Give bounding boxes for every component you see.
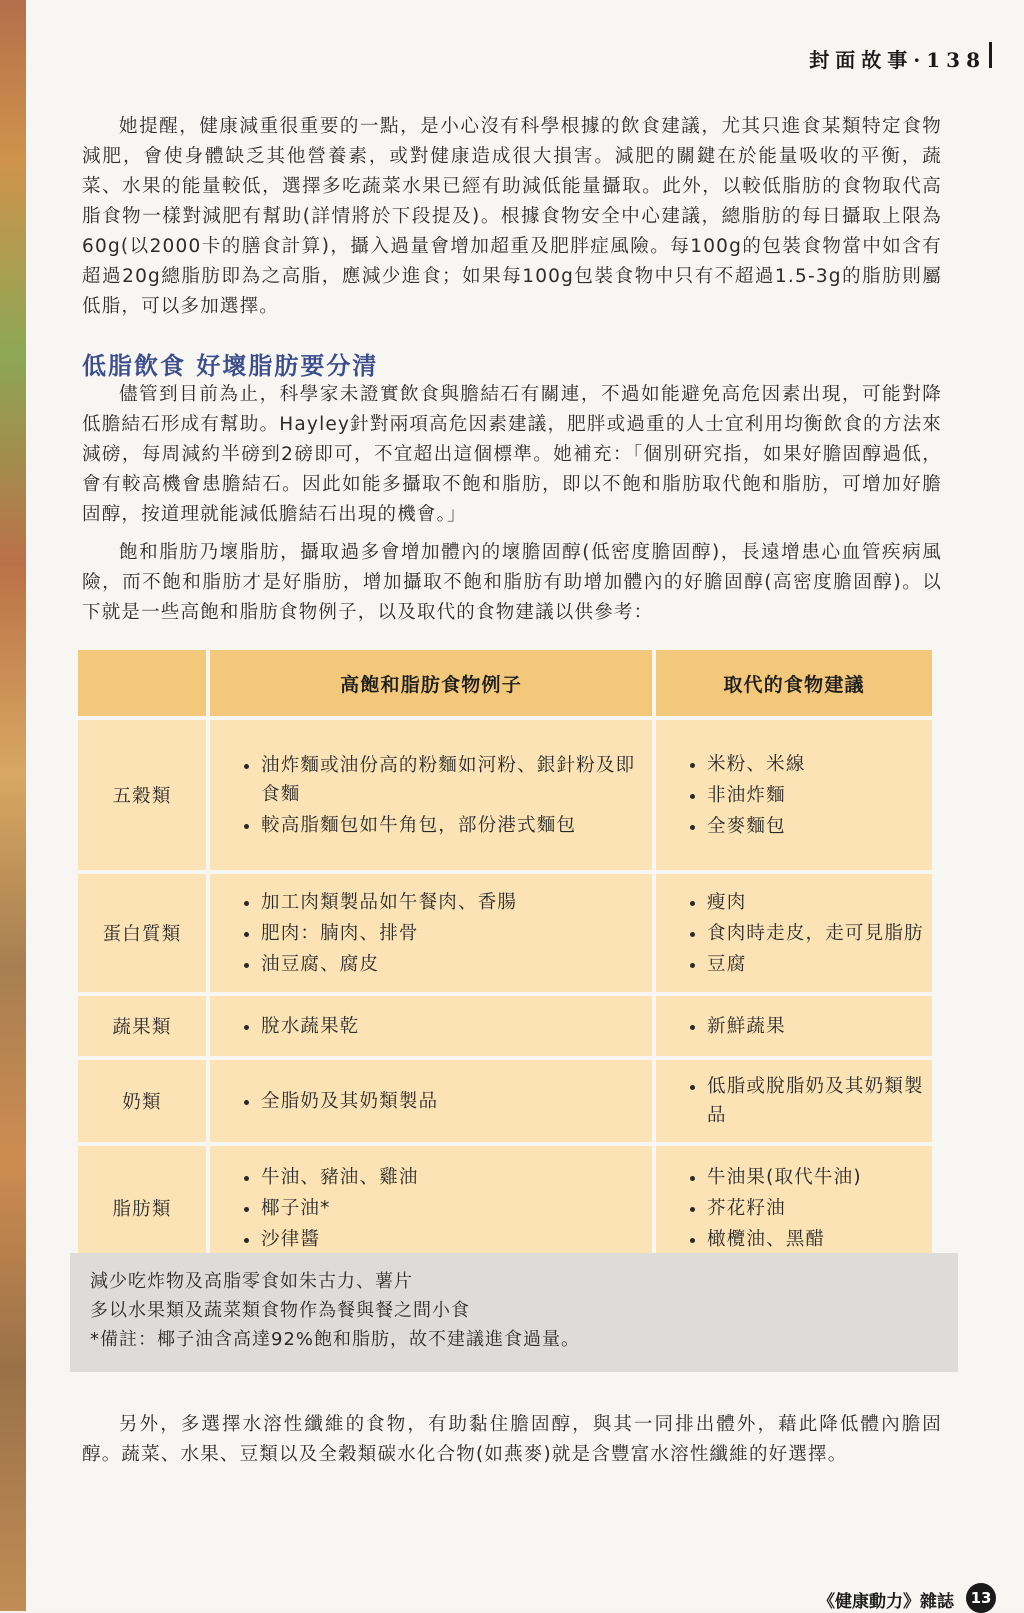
list-item: • 瘦肉 [707,887,931,918]
magazine-page [26,0,1024,1611]
alternative-cell [656,720,932,870]
list-item: • 豆腐 [707,949,931,980]
table-header-high: 高飽和脂肪食物例子 [210,650,652,716]
header-section: 封面故事 [809,48,914,72]
list-item: • 食肉時走皮，走可見脂肪 [707,918,931,949]
list-item: • 芥花籽油 [707,1193,931,1224]
section-title: 低脂飲食 好壞脂肪要分清 [82,352,379,380]
table-header-alt: 取代的食物建議 [656,650,932,716]
high-fat-cell [210,874,652,992]
table-row [78,996,932,1056]
running-header: 封面故事·138 [809,48,986,72]
alternative-cell [656,1146,932,1270]
paragraph-4: 另外，多選擇水溶性纖維的食物，有助黏住膽固醇，與其一同排出體外，藉此降低體內膽固醇。蔬菜、水果、豆類以及全穀類碳水化合物(如燕麥)就是含豐富水溶性纖維的好選擇。 [82,1414,942,1465]
row-category: 蔬果類 [78,996,206,1056]
table-header-row [78,650,932,716]
alternative-cell [656,1060,932,1142]
row-category: 五穀類 [78,720,206,870]
list-item: • 椰子油* [261,1193,651,1224]
list-item: • 全麥麵包 [707,811,931,842]
table-row [78,720,932,870]
list-item: • 脫水蔬果乾 [261,1011,651,1042]
high-fat-cell [210,1146,652,1270]
list-item: • 新鮮蔬果 [707,1011,931,1042]
table-row [78,1146,932,1270]
note-line: 減少吃炸物及高脂零食如朱古力、薯片 [90,1271,413,1292]
high-fat-cell [210,1060,652,1142]
row-category: 蛋白質類 [78,874,206,992]
header-page-number: 138 [926,48,986,72]
paragraph-2: 儘管到目前為止，科學家未證實飲食與膽結石有關連，不過如能避免高危因素出現，可能對降低膽結石形成有幫助。Hayley針對兩項高危因素建議，肥胖或過重的人士宜利用均衡飲食的方法來減磅，每周減約半磅到2磅即可，不宜超出這個標準。她補充：「個別研究指，如果好膽固醇過低，會有較高機會患膽結石。因此如能多攝取不飽和脂肪，即以不飽和脂肪取代飽和脂肪，可增加好膽固醇，按道理就能減低膽結石出現的機會。」 [82,384,942,525]
row-category: 奶類 [78,1060,206,1142]
table-row [78,1060,932,1142]
footer-magazine: 《健康動力》雜誌 [818,1592,954,1612]
list-item: • 加工肉類製品如午餐肉、香腸 [261,887,651,918]
list-item: • 油炸麵或油份高的粉麵如河粉、銀針粉及即食麵 [261,750,651,810]
note-line: 多以水果類及蔬菜類食物作為餐與餐之間小食 [90,1300,470,1321]
paragraph-1: 她提醒，健康減重很重要的一點，是小心沒有科學根據的飲食建議，尤其只進食某類特定食物減肥，會使身體缺乏其他營養素，或對健康造成很大損害。減肥的關鍵在於能量吸收的平衡，蔬菜、水果的能量較低，選擇多吃蔬菜水果已經有助減低能量攝取。此外，以較低脂肪的食物取代高脂食物一樣對減肥有幫助(詳情將於下段提及)。根據食物安全中心建議，總脂肪的每日攝取上限為60g(以2000卡的膳食計算)，攝入過量會增加超重及肥胖症風險。每100g的包裝食物當中如含有超過20g總脂肪即為之高脂，應減少進食；如果每100g包裝食物中只有不超過1.5-3g的脂肪則屬低脂，可以多加選擇。 [82,116,942,317]
list-item: • 油豆腐、腐皮 [261,949,651,980]
paragraph-3: 飽和脂肪乃壞脂肪，攝取過多會增加體內的壞膽固醇(低密度膽固醇)，長遠增患心血管疾病風險，而不飽和脂肪才是好脂肪，增加攝取不飽和脂肪有助增加體內的好膽固醇(高密度膽固醇)。以下就是一些高飽和脂肪食物例子，以及取代的食物建議以供參考： [82,542,942,623]
footer-page-number: 13 [966,1583,996,1613]
table-header-corner [78,650,206,716]
table-row [78,874,932,992]
list-item: • 低脂或脫脂奶及其奶類製品 [707,1071,931,1131]
list-item: • 牛油、豬油、雞油 [261,1162,651,1193]
food-table [74,646,936,1274]
list-item: • 全脂奶及其奶類製品 [261,1086,651,1117]
list-item: • 肥肉：腩肉、排骨 [261,918,651,949]
list-item: • 米粉、米線 [707,749,931,780]
alternative-cell [656,874,932,992]
list-item: • 橄欖油、黑醋 [707,1224,931,1255]
list-item: • 牛油果(取代牛油) [707,1162,931,1193]
header-bar [989,42,992,68]
note-line: *備註：椰子油含高達92%飽和脂肪，故不建議進食過量。 [90,1329,581,1350]
row-category: 脂肪類 [78,1146,206,1270]
list-item: • 沙律醬 [261,1224,651,1255]
list-item: • 非油炸麵 [707,780,931,811]
high-fat-cell [210,720,652,870]
table-notes [70,1253,958,1372]
alternative-cell [656,996,932,1056]
high-fat-cell [210,996,652,1056]
page-edge-photo [0,0,26,1611]
list-item: • 較高脂麵包如牛角包，部份港式麵包 [261,810,651,841]
